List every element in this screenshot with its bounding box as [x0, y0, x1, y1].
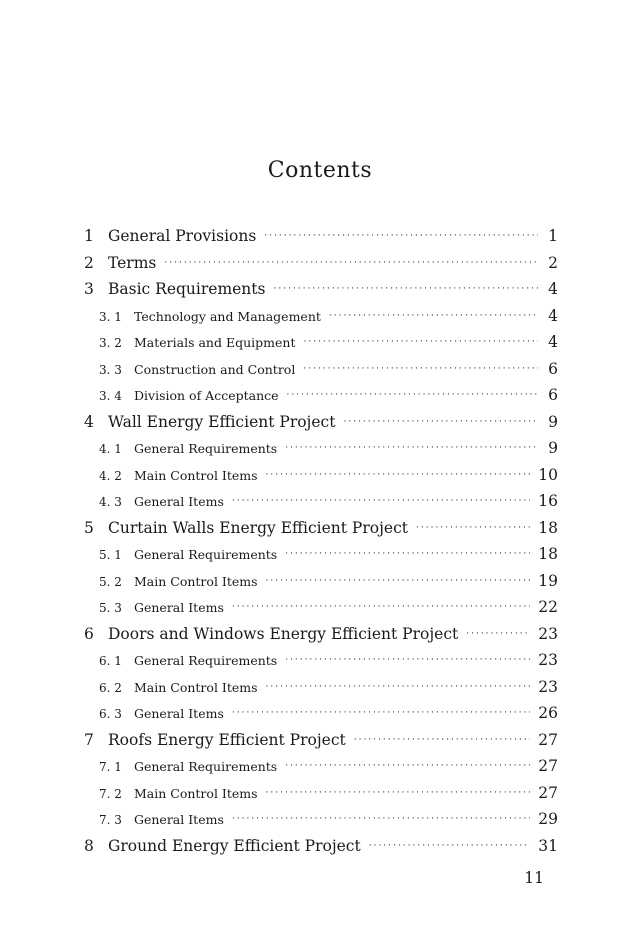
entry-title: General Items	[134, 812, 224, 827]
dot-leader	[416, 515, 530, 542]
dot-leader	[287, 382, 538, 409]
entry-page-number: 4	[548, 333, 558, 351]
entry-page-number: 10	[538, 465, 558, 484]
entry-page-number: 9	[548, 412, 558, 431]
entry-title: General Requirements	[134, 759, 278, 774]
entry-title: Main Control Items	[134, 573, 258, 589]
entry-title: Roofs Energy Efficient Project	[108, 730, 346, 749]
entry-title: General Items	[134, 494, 224, 509]
entry-page-number: 16	[538, 492, 558, 510]
entry-title: General Requirements	[134, 547, 278, 562]
entry-number: 3. 3	[99, 362, 122, 377]
entry-number: 5. 2	[99, 574, 122, 589]
entry-number: 4. 1	[99, 442, 122, 456]
entry-page-number: 27	[538, 757, 558, 775]
entry-number: 4. 3	[99, 495, 122, 509]
entry-page-number: 9	[548, 439, 558, 457]
entry-page-number: 19	[538, 571, 558, 590]
toc-entry[interactable]	[84, 833, 558, 860]
dot-leader	[232, 488, 530, 515]
toc-entry[interactable]	[84, 250, 558, 277]
dot-leader	[232, 806, 530, 833]
entry-number: 5. 1	[99, 548, 122, 562]
entry-title: Doors and Windows Energy Efficient Project	[108, 624, 459, 643]
toc-entry[interactable]	[84, 515, 558, 542]
entry-title: Materials and Equipment	[134, 335, 296, 350]
toc-subentry[interactable]	[84, 568, 558, 595]
entry-number: 3. 1	[99, 309, 122, 324]
dot-leader	[343, 409, 538, 436]
dot-leader	[285, 647, 530, 674]
entry-title: General Requirements	[134, 441, 278, 456]
entry-title: Main Control Items	[134, 679, 258, 695]
entry-number: 5. 3	[99, 601, 122, 615]
toc-subentry[interactable]	[84, 488, 558, 515]
entry-page-number: 26	[538, 704, 558, 722]
dot-leader	[266, 674, 531, 701]
entry-page-number: 31	[538, 836, 558, 855]
dot-leader	[369, 833, 531, 860]
entry-number: 7. 2	[99, 786, 122, 801]
entry-page-number: 23	[538, 651, 558, 669]
entry-page-number: 23	[538, 677, 558, 696]
entry-title: General Items	[134, 706, 224, 721]
dot-leader	[266, 780, 531, 807]
entry-page-number: 18	[538, 518, 558, 537]
page-number: 11	[524, 869, 544, 887]
entry-title: Technology and Management	[134, 308, 321, 324]
toc-subentry[interactable]	[84, 541, 558, 568]
dot-leader	[266, 462, 531, 489]
dot-leader	[285, 435, 538, 462]
dot-leader	[466, 621, 530, 648]
toc-entry[interactable]	[84, 727, 558, 754]
dot-leader	[232, 700, 530, 727]
entry-number: 7	[84, 730, 94, 749]
entry-title: Basic Requirements	[108, 280, 266, 298]
entry-number: 6. 2	[99, 680, 122, 695]
entry-page-number: 1	[548, 227, 558, 245]
entry-number: 7. 3	[99, 813, 122, 827]
dot-leader	[285, 541, 530, 568]
dot-leader	[329, 303, 538, 330]
entry-title: General Requirements	[134, 653, 278, 668]
entry-page-number: 29	[538, 810, 558, 828]
entry-number: 6	[84, 624, 94, 643]
toc-subentry[interactable]	[84, 806, 558, 833]
entry-title: Construction and Control	[134, 361, 296, 377]
toc-subentry[interactable]	[84, 674, 558, 701]
toc-subentry[interactable]	[84, 435, 558, 462]
page-title: Contents	[267, 158, 373, 183]
toc-subentry[interactable]	[84, 753, 558, 780]
toc-entry[interactable]	[84, 276, 558, 303]
entry-page-number: 4	[548, 280, 558, 298]
dot-leader	[164, 250, 538, 277]
dot-leader	[303, 356, 538, 383]
toc-entry[interactable]	[84, 621, 558, 648]
entry-title: Division of Acceptance	[134, 388, 279, 403]
entry-title: Curtain Walls Energy Efficient Project	[108, 518, 408, 537]
dot-leader	[264, 223, 538, 250]
dot-leader	[273, 276, 538, 303]
entry-number: 6. 1	[99, 654, 122, 668]
entry-number: 6. 3	[99, 707, 122, 721]
toc-subentry[interactable]	[84, 382, 558, 409]
dot-leader	[232, 594, 530, 621]
entry-number: 4	[84, 412, 94, 431]
entry-number: 3. 4	[99, 389, 122, 403]
toc-subentry[interactable]	[84, 594, 558, 621]
entry-number: 7. 1	[99, 760, 122, 774]
entry-number: 3. 2	[99, 336, 122, 350]
entry-page-number: 18	[538, 545, 558, 563]
entry-page-number: 2	[548, 253, 558, 272]
toc-subentry[interactable]	[84, 356, 558, 383]
dot-leader	[285, 753, 530, 780]
entry-title: Ground Energy Efficient Project	[108, 836, 361, 855]
entry-number: 1	[84, 227, 94, 245]
entry-page-number: 6	[548, 386, 558, 404]
entry-title: Wall Energy Efficient Project	[108, 412, 336, 431]
entry-page-number: 6	[548, 359, 558, 378]
entry-number: 5	[84, 518, 94, 537]
toc-subentry[interactable]	[84, 700, 558, 727]
entry-number: 4. 2	[99, 468, 122, 483]
entry-title: Main Control Items	[134, 785, 258, 801]
dot-leader	[354, 727, 531, 754]
entry-page-number: 23	[538, 624, 558, 643]
entry-page-number: 22	[538, 598, 558, 616]
toc-entry[interactable]	[84, 409, 558, 436]
toc-subentry[interactable]	[84, 462, 558, 489]
entry-number: 3	[84, 280, 94, 298]
toc-subentry[interactable]	[84, 329, 558, 356]
entry-number: 8	[84, 836, 94, 855]
entry-title: General Provisions	[108, 227, 257, 245]
toc-entry[interactable]	[84, 223, 558, 250]
entry-page-number: 27	[538, 783, 558, 802]
entry-title: Terms	[108, 253, 157, 272]
entry-page-number: 4	[548, 306, 558, 325]
entry-title: General Items	[134, 600, 224, 615]
dot-leader	[303, 329, 538, 356]
entry-page-number: 27	[538, 730, 558, 749]
toc-subentry[interactable]	[84, 647, 558, 674]
dot-leader	[266, 568, 531, 595]
table-of-contents	[84, 223, 558, 859]
toc-subentry[interactable]	[84, 303, 558, 330]
toc-subentry[interactable]	[84, 780, 558, 807]
entry-title: Main Control Items	[134, 467, 258, 483]
entry-number: 2	[84, 253, 94, 272]
